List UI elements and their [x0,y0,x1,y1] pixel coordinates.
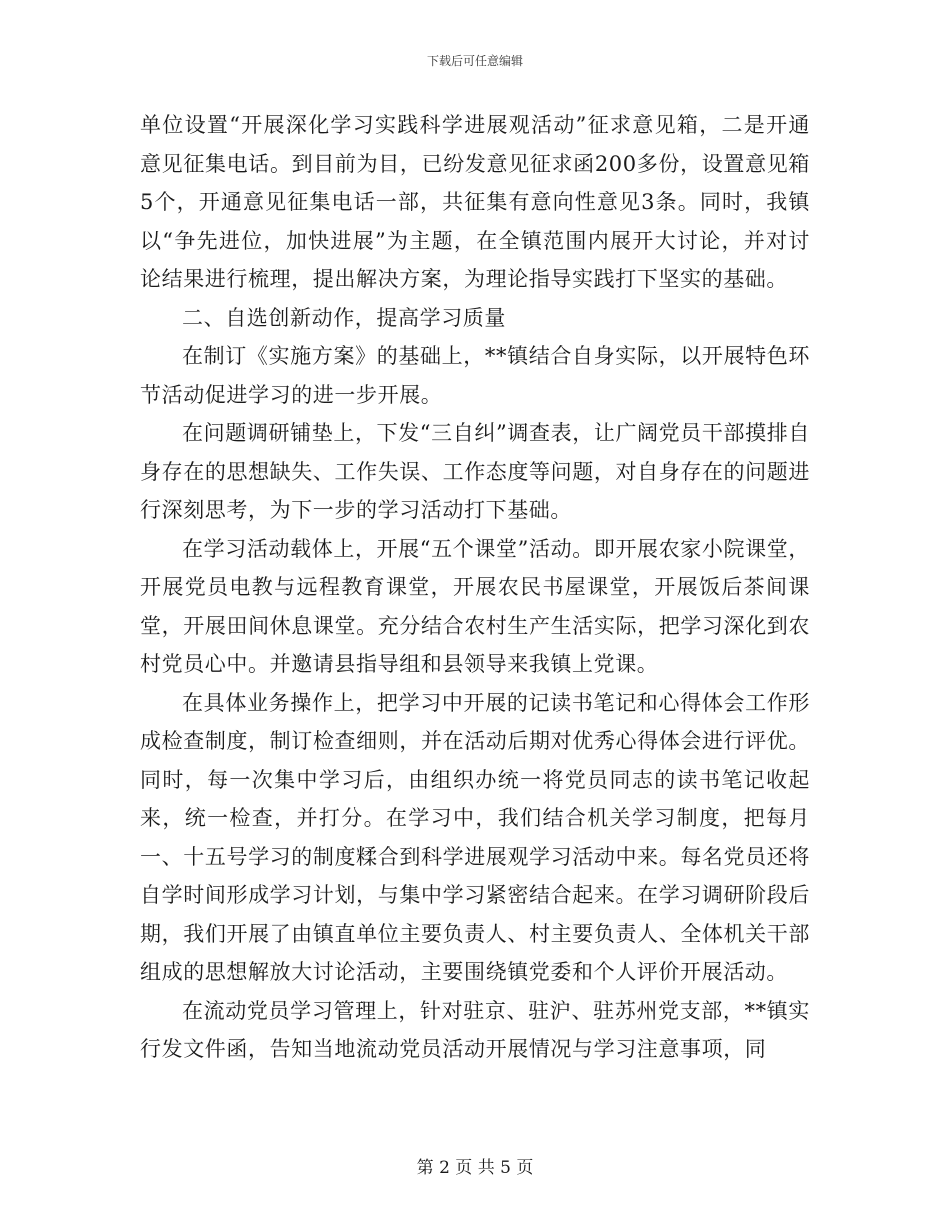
paragraph: 在学习活动载体上，开展“五个课堂”活动。即开展农家小院课堂，开展党员电教与远程教育课堂，开展农民书屋课堂，开展饭后茶间课堂，开展田间休息课堂。充分结合农村生产生活实际，把学习深化到农村党员心中。并邀请县指导组和县领导来我镇上党课。 [140,536,810,676]
paragraph: 单位设置“开展深化学习实践科学进展观活动”征求意见箱，二是开通意见征集电话。到目前为目，已纷发意见征求函200多份，设置意见箱5个，开通意见征集电话一部，共征集有意向性意见3条。同时，我镇以“争先进位，加快进展”为主题，在全镇范围内展开大讨论，并对讨论结果进行梳理，提出解决方案，为理论指导实践打下坚实的基础。 [140,113,810,291]
paragraph: 在具体业务操作上，把学习中开展的记读书笔记和心得体会工作形成检查制度，制订检查细则，并在活动后期对优秀心得体会进行评优。同时，每一次集中学习后，由组织办统一将党员同志的读书笔记收起来，统一检查，并打分。在学习中，我们结合机关学习制度，把每月一、十五号学习的制度糅合到科学进展观学习活动中来。每名党员还将自学时间形成学习计划，与集中学习紧密结合起来。在学习调研阶段后期，我们开展了由镇直单位主要负责人、村主要负责人、全体机关干部组成的思想解放大讨论活动，主要围绕镇党委和个人评价开展活动。 [140,690,810,984]
section-heading: 二、自选创新动作，提高学习质量 [182,305,506,330]
page-header-note: 下载后可任意编辑 [426,54,523,68]
paragraph: 在问题调研铺垫上，下发“三自纠”调查表，让广阔党员干部摸排自身存在的思想缺失、工作失误、工作态度等问题，对自身存在的问题进行深刻思考，为下一步的学习活动打下基础。 [140,421,810,522]
page-number: 第 2 页 共 5 页 [416,1158,534,1178]
document-body [140,106,810,1069]
paragraph: 在流动党员学习管理上，针对驻京、驻沪、驻苏州党支部，**镇实行发文件函，告知当地流动党员活动开展情况与学习注意事项，同 [140,998,810,1061]
paragraph: 在制订《实施方案》的基础上，**镇结合自身实际，以开展特色环节活动促进学习的进一步开展。 [140,344,810,407]
